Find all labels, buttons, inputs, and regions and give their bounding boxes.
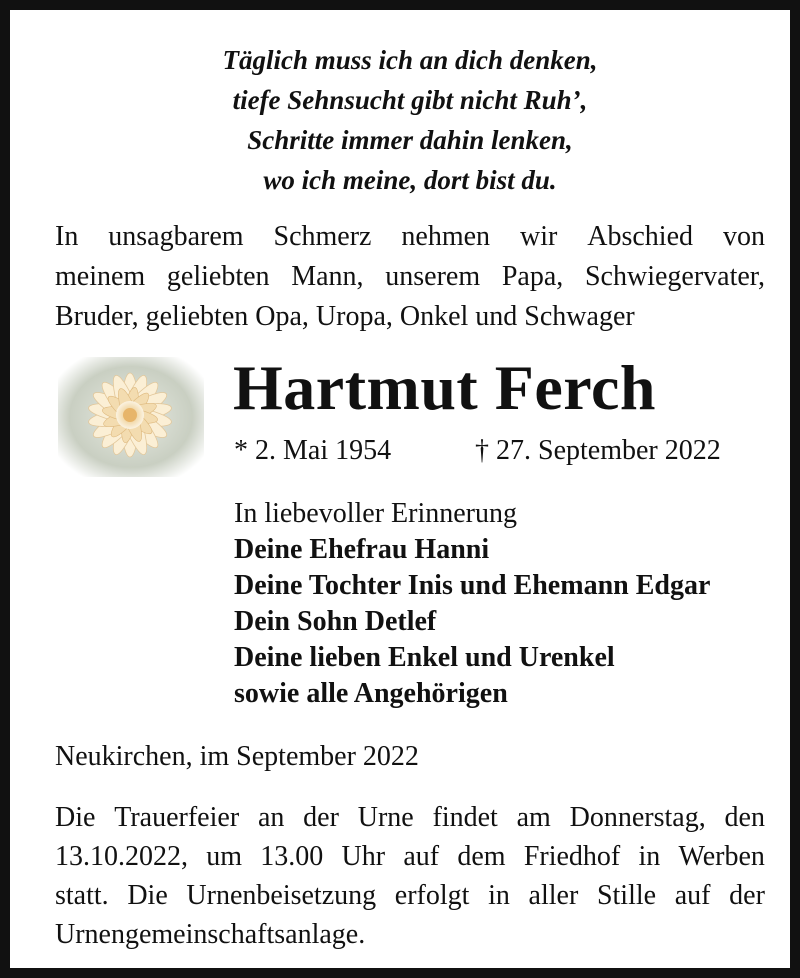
farewell-line: Bruder, geliebten Opa, Uropa, Onkel und Schwager — [55, 301, 635, 332]
birth-date: * 2. Mai 1954 — [234, 435, 392, 466]
service-info — [55, 798, 765, 954]
word: der — [303, 802, 339, 833]
word: in — [488, 880, 510, 911]
word: um — [206, 841, 243, 872]
word: von — [722, 221, 765, 252]
word: wir — [519, 221, 558, 252]
word: Friedhof — [523, 841, 621, 872]
flower-icon — [58, 357, 204, 477]
service-line: Urnengemeinschaftsanlage. — [55, 919, 366, 950]
word: Schwiegervater, — [584, 261, 765, 292]
farewell-text — [55, 217, 765, 337]
family-member: sowie alle Angehörigen — [234, 678, 508, 709]
family-intro: In liebevoller Erinnerung — [234, 498, 518, 529]
poem — [10, 40, 800, 200]
family-member: Deine Ehefrau Hanni — [234, 534, 490, 565]
word: 13.00 — [260, 841, 324, 872]
poem-line: wo ich meine, dort bist du. — [263, 165, 557, 195]
family-member: Deine Tochter Inis und Ehemann Edgar — [234, 570, 711, 601]
word: findet — [432, 802, 498, 833]
farewell-line — [55, 257, 765, 297]
word: an — [257, 802, 285, 833]
word: Urnenbeisetzung — [186, 880, 377, 911]
word: in — [638, 841, 661, 872]
word: nehmen — [401, 221, 491, 252]
farewell-line — [55, 217, 765, 257]
word: Trauerfeier — [114, 802, 240, 833]
service-line — [55, 798, 765, 837]
word: 13.10.2022, — [55, 841, 188, 872]
word: Werben — [678, 841, 765, 872]
word: Uhr — [341, 841, 386, 872]
word: unserem — [385, 261, 481, 292]
word: Donnerstag, — [569, 802, 706, 833]
poem-line: Schritte immer dahin lenken, — [247, 125, 573, 155]
deceased-name: Hartmut Ferch — [233, 352, 656, 423]
word: aller — [528, 880, 579, 911]
word: Die — [55, 802, 96, 833]
family-member: Dein Sohn Detlef — [234, 606, 437, 637]
word: Abschied — [587, 221, 694, 252]
word: unsagbarem — [108, 221, 244, 252]
word: dem — [457, 841, 506, 872]
word: Schmerz — [273, 221, 372, 252]
word: erfolgt — [394, 880, 470, 911]
word: auf — [674, 880, 711, 911]
poem-line: tiefe Sehnsucht gibt nicht Ruh’, — [232, 85, 588, 115]
word: der — [729, 880, 765, 911]
word: Papa, — [501, 261, 564, 292]
word: auf — [403, 841, 440, 872]
word: geliebten — [166, 261, 270, 292]
word: statt. — [55, 880, 109, 911]
family-list — [234, 496, 710, 712]
word: meinem — [55, 261, 146, 292]
word: den — [724, 802, 765, 833]
flower-image — [58, 357, 204, 477]
service-line — [55, 876, 765, 915]
word: Stille — [596, 880, 657, 911]
place-date: Neukirchen, im September 2022 — [55, 741, 419, 772]
death-date: † 27. September 2022 — [475, 435, 721, 466]
word: In — [55, 221, 79, 252]
word: Die — [127, 880, 168, 911]
poem-line: Täglich muss ich an dich denken, — [222, 45, 598, 75]
service-line — [55, 837, 765, 876]
word: Urne — [357, 802, 414, 833]
word: Mann, — [291, 261, 364, 292]
family-member: Deine lieben Enkel und Urenkel — [234, 642, 615, 673]
word: am — [516, 802, 551, 833]
